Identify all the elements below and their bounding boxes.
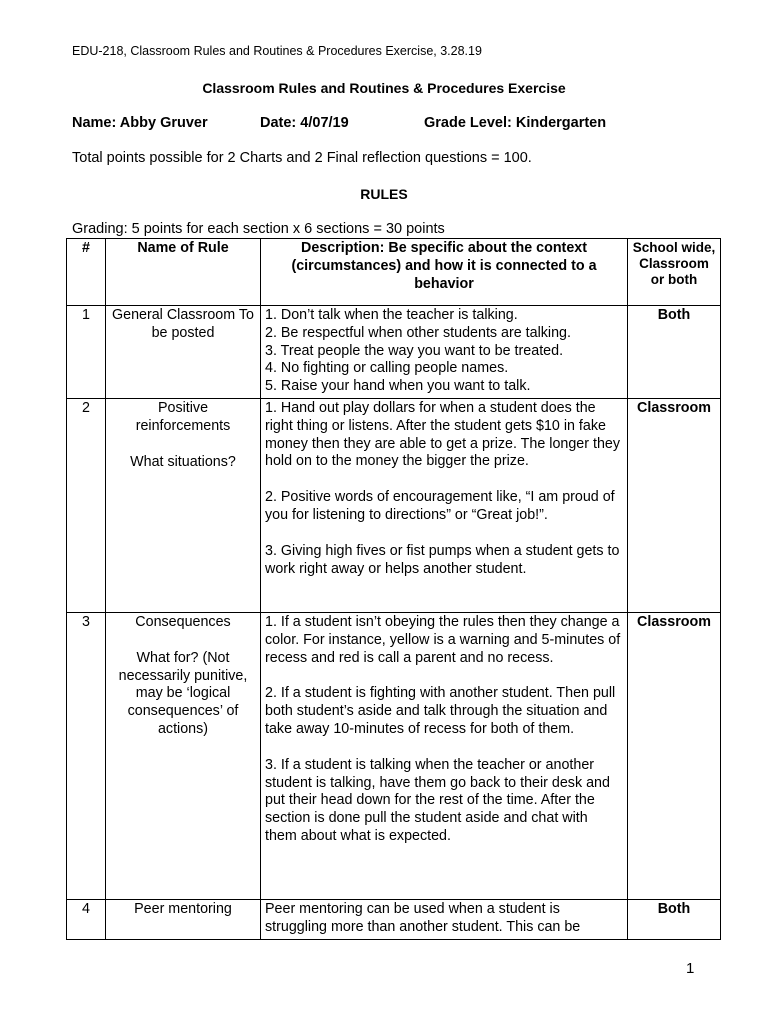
description-item: Peer mentoring can be used when a student is struggling more than another student. This can be	[265, 900, 581, 935]
rule-name	[106, 398, 261, 612]
rule-scope: Both	[628, 899, 721, 939]
description-item: 4. No fighting or calling people names.	[265, 360, 509, 377]
rule-name	[106, 612, 261, 899]
rules-table	[66, 238, 721, 940]
rule-name-text: Positive reinforcements	[135, 399, 231, 434]
assignment-date: Date: 4/07/19	[260, 115, 349, 131]
description-item: 3. If a student is talking when the teacher or another student is talking, have them go back to their desk and put their head down for the rest of the time. After the section is done pull the student aside and chat with them about what is expected.	[265, 756, 610, 844]
rule-scope: Both	[628, 306, 721, 399]
header-rule-name: Name of Rule	[106, 239, 261, 306]
rule-scope: Classroom	[628, 612, 721, 899]
section-title: RULES	[360, 186, 408, 202]
description-item: 2. Positive words of encouragement like, “I am proud of you for listening to directions” or “Great job!”.	[265, 489, 615, 523]
description-item: 1. If a student isn’t obeying the rules then they change a color. For instance, yellow is a warning and 5-minutes of recess and red is call a parent and no recess.	[265, 613, 621, 666]
grade-level: Grade Level: Kindergarten	[424, 115, 607, 131]
header-number: #	[67, 239, 106, 306]
header-scope: School wide, Classroom or both	[628, 239, 721, 306]
student-name: Name: Abby Gruver	[72, 115, 208, 131]
table-header-row	[67, 239, 721, 306]
rule-name-text: Peer mentoring	[134, 900, 232, 917]
description-item: 3. Giving high fives or fist pumps when a student gets to work right away or helps another student.	[265, 542, 620, 577]
description-item: 2. If a student is fighting with another student. Then pull both student’s aside and talk through the situation and take away 10-minutes of recess for both of them.	[265, 685, 616, 737]
rule-name	[106, 899, 261, 939]
table-row	[67, 612, 721, 899]
rule-description	[261, 899, 628, 939]
rule-description	[261, 306, 628, 399]
rule-name-text: Consequences	[135, 613, 231, 630]
description-item: 2. Be respectful when other students are talking.	[265, 324, 571, 341]
row-number: 2	[67, 398, 106, 612]
row-number: 1	[67, 306, 106, 399]
table-row	[67, 306, 721, 399]
rule-description	[261, 398, 628, 612]
row-number: 4	[67, 899, 106, 939]
rule-description	[261, 612, 628, 899]
header-description: Description: Be specific about the context (circumstances) and how it is connected to a behavior	[261, 239, 628, 306]
document-title: Classroom Rules and Routines & Procedures Exercise	[202, 80, 566, 96]
rule-name-prompt: What situations?	[130, 453, 236, 470]
rule-name-prompt: What for? (Not necessarily punitive, may be ‘logical consequences’ of actions)	[118, 649, 248, 737]
total-points-note: Total points possible for 2 Charts and 2 Final reflection questions = 100.	[72, 150, 532, 166]
page-number: 1	[686, 960, 695, 977]
grading-note: Grading: 5 points for each section x 6 sections = 30 points	[72, 221, 445, 237]
description-item: 5. Raise your hand when you want to talk.	[265, 378, 531, 395]
table-row	[67, 398, 721, 612]
description-item: 3. Treat people the way you want to be treated.	[265, 342, 564, 359]
description-item: 1. Hand out play dollars for when a student does the right thing or listens. After the student gets $10 in fake money then they are able to get a prize. The longer they hold on to the money the bigger the prize.	[265, 399, 620, 470]
row-number: 3	[67, 612, 106, 899]
document-header: EDU-218, Classroom Rules and Routines & Procedures Exercise, 3.28.19	[72, 44, 482, 58]
rule-scope: Classroom	[628, 398, 721, 612]
rule-name-text: General Classroom To be posted	[112, 307, 254, 341]
rule-name	[106, 306, 261, 399]
table-row	[67, 899, 721, 939]
description-item: 1. Don’t talk when the teacher is talking.	[265, 307, 518, 323]
